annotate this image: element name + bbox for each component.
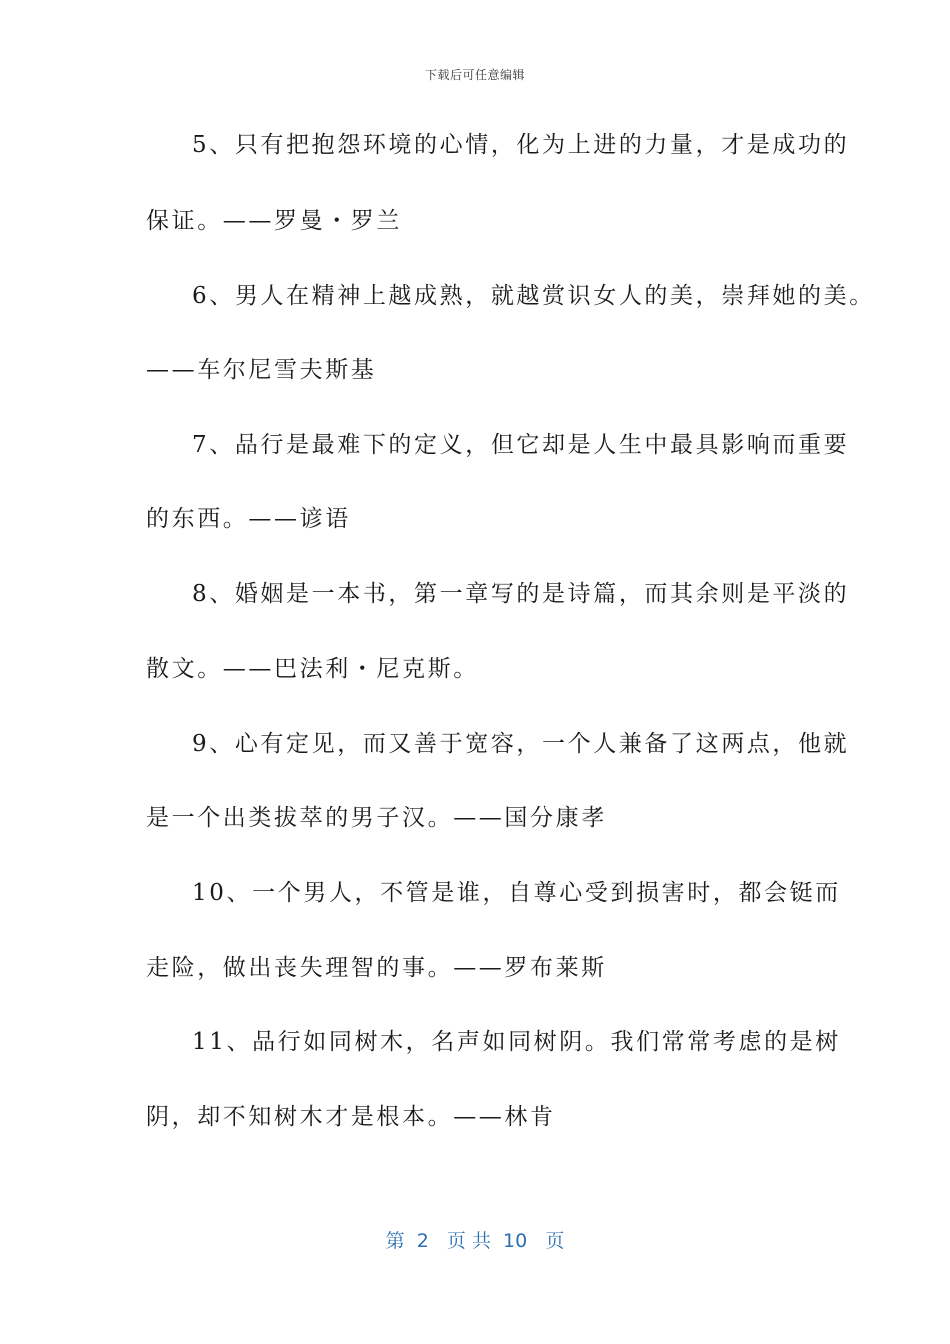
quote-7-line-2: 的东西。——谚语	[146, 506, 351, 532]
quote-6-line-2: ——车尔尼雪夫斯基	[146, 357, 377, 383]
quote-9-line-2: 是一个出类拔萃的男子汉。——国分康孝	[146, 805, 607, 831]
quote-5-line-1: 5、只有把抱怨环境的心情，化为上进的力量，才是成功的	[192, 132, 850, 158]
quote-10-line-2: 走险，做出丧失理智的事。——罗布莱斯	[146, 955, 607, 981]
quote-9-line-1: 9、心有定见，而又善于宽容，一个人兼备了这两点，他就	[192, 731, 850, 757]
quote-8-line-1: 8、婚姻是一本书，第一章写的是诗篇，而其余则是平淡的	[192, 581, 850, 607]
quote-11-line-2: 阴，却不知树木才是根本。——林肯	[146, 1104, 556, 1130]
quote-10-line-1: 10、一个男人，不管是谁，自尊心受到损害时，都会铤而	[192, 880, 841, 906]
page-header: 下载后可任意编辑	[424, 68, 525, 82]
page-number-footer: 第 2 页 共 10 页	[385, 1230, 565, 1252]
quote-6-line-1: 6、男人在精神上越成熟，就越赏识女人的美，崇拜她的美。	[192, 283, 875, 309]
quote-11-line-1: 11、品行如同树木，名声如同树阴。我们常常考虑的是树	[192, 1029, 841, 1055]
quote-5-line-2: 保证。——罗曼・罗兰	[146, 208, 402, 234]
quote-7-line-1: 7、品行是最难下的定义，但它却是人生中最具影响而重要	[192, 432, 850, 458]
quote-8-line-2: 散文。——巴法利・尼克斯。	[146, 656, 479, 682]
